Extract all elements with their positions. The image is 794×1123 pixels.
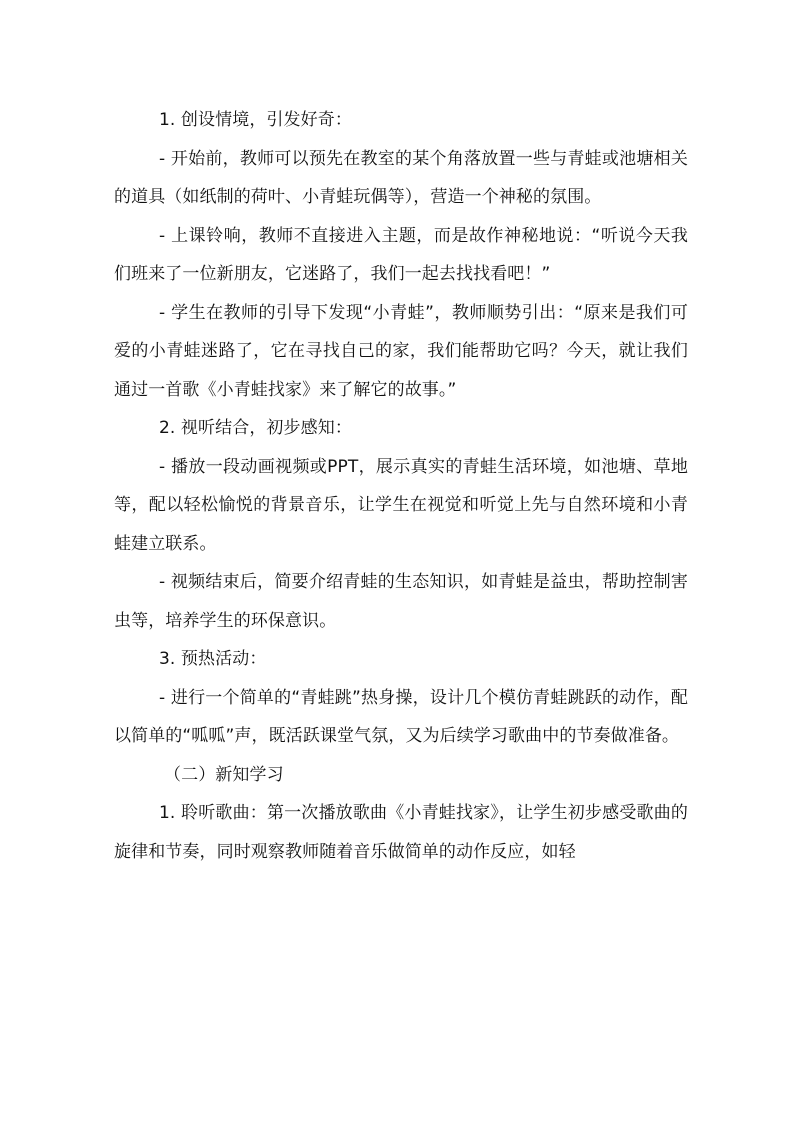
document-body (114, 101, 688, 871)
step-heading-3: 3. 预热活动： (159, 649, 267, 669)
step-heading-2: 2. 视听结合，初步感知： (159, 418, 352, 438)
body-paragraph: - 播放一段动画视频或PPT，展示真实的青蛙生活环境，如池塘、草地等，配以轻松愉悦的背景音乐，让学生在视觉和听觉上先与自然环境和小青蛙建立联系。 (114, 456, 688, 554)
step-heading-1: 1. 创设情境，引发好奇： (159, 110, 352, 130)
body-paragraph: - 上课铃响，教师不直接进入主题，而是故作神秘地说：“听说今天我们班来了一位新朋友，它迷路了，我们一起去找找看吧！” (114, 225, 688, 284)
body-paragraph: - 学生在教师的引导下发现“小青蛙”，教师顺势引出：“原来是我们可爱的小青蛙迷路了，它在寻找自己的家，我们能帮助它吗？今天，就让我们通过一首歌《小青蛙找家》来了解它的故事。” (114, 302, 688, 400)
section-heading: （二）新知学习 (164, 764, 284, 785)
body-paragraph: - 进行一个简单的“青蛙跳”热身操，设计几个模仿青蛙跳跃的动作，配以简单的“呱呱”声，既活跃课堂气氛，又为后续学习歌曲中的节奏做准备。 (114, 687, 688, 746)
step-heading-4: 1. 聆听歌曲：第一次播放歌曲《小青蛙找家》，让学生初步感受歌曲的旋律和节奏，同时观察教师随着音乐做简单的动作反应，如轻 (114, 803, 688, 862)
body-paragraph: - 视频结束后，简要介绍青蛙的生态知识，如青蛙是益虫，帮助控制害虫等，培养学生的环保意识。 (114, 572, 688, 631)
body-paragraph: - 开始前，教师可以预先在教室的某个角落放置一些与青蛙或池塘相关的道具（如纸制的荷叶、小青蛙玩偶等），营造一个神秘的氛围。 (114, 148, 688, 207)
